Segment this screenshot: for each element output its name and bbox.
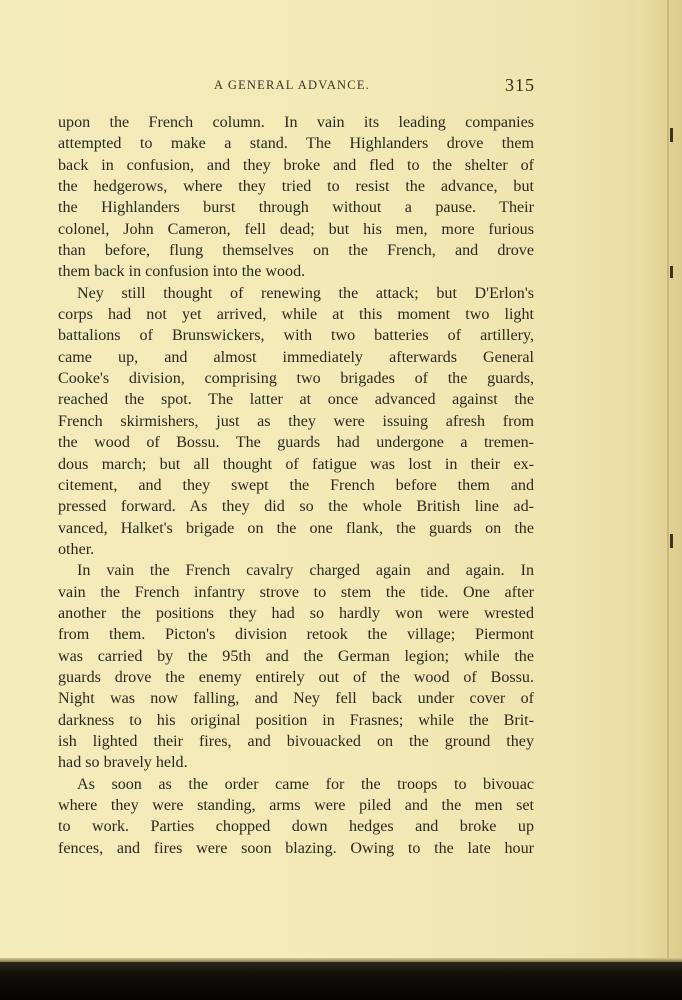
text-line: battalions of Brunswickers, with two batteries of artillery, <box>58 327 534 345</box>
text-line: French skirmishers, just as they were issuing afresh from <box>58 412 534 430</box>
text-line: the wood of Bossu. The guards had undergone a tremen- <box>58 434 534 452</box>
text-line: ish lighted their fires, and bivouacked on the ground they <box>58 732 534 750</box>
page-header <box>0 75 682 99</box>
text-line: pressed forward. As they did so the whole British line ad- <box>58 498 534 516</box>
text-line: reached the spot. The latter at once advanced against the <box>58 391 534 409</box>
text-line: to work. Parties chopped down hedges and broke up <box>58 818 534 836</box>
text-line: dous march; but all thought of fatigue was lost in their ex- <box>58 455 534 473</box>
text-line: the hedgerows, where they tried to resist the advance, but <box>58 178 534 196</box>
text-line: corps had not yet arrived, while at this moment two light <box>58 306 534 324</box>
text-line: colonel, John Cameron, fell dead; but his men, more furious <box>58 220 534 238</box>
text-line: Ney still thought of renewing the attack; but D'Erlon's <box>77 284 534 302</box>
text-line: vanced, Halket's brigade on the one flank, the guards on the <box>58 519 534 537</box>
edge-mark <box>670 534 673 548</box>
text-line: them back in confusion into the wood. <box>58 263 306 281</box>
page-gutter-shadow <box>636 0 682 965</box>
text-line: came up, and almost immediately afterwards General <box>58 348 534 366</box>
body-text <box>58 112 534 859</box>
text-line: other. <box>58 540 95 558</box>
text-line: fences, and fires were soon blazing. Owing to the late hour <box>58 839 534 857</box>
text-line: citement, and they swept the French before them and <box>58 476 534 494</box>
text-line: where they were standing, arms were piled and the men set <box>58 797 534 814</box>
text-line: from them. Picton's division retook the village; Piermont <box>58 626 534 644</box>
text-line: attempted to make a stand. The Highlanders drove them <box>58 135 534 153</box>
edge-mark <box>670 128 673 142</box>
text-line: Cooke's division, comprising two brigades of the guards, <box>58 370 534 388</box>
text-line: vain the French infantry strove to stem the tide. One after <box>58 583 534 601</box>
text-line: guards drove the enemy entirely out of the wood of Bossu. <box>58 668 534 686</box>
page-edge-line <box>667 0 669 965</box>
edge-mark <box>670 266 673 278</box>
text-line: upon the French column. In vain its leading companies <box>58 114 534 131</box>
scan-bottom-shadow <box>0 962 682 1000</box>
text-line: In vain the French cavalry charged again and again. In <box>77 562 534 580</box>
text-line: back in confusion, and they broke and fled to the shelter of <box>58 156 534 174</box>
text-line: the Highlanders burst through without a pause. Their <box>58 199 534 217</box>
text-line: Night was now falling, and Ney fell back under cover of <box>58 690 534 708</box>
text-line: than before, flung themselves on the French, and drove <box>58 242 534 260</box>
page-number: 315 <box>505 75 535 95</box>
text-line: As soon as the order came for the troops to bivouac <box>77 775 534 793</box>
text-line: darkness to his original position in Frasnes; while the Brit- <box>58 711 534 729</box>
text-line: was carried by the 95th and the German legion; while the <box>58 647 534 665</box>
text-line: another the positions they had so hardly won were wrested <box>58 604 534 622</box>
running-head: A GENERAL ADVANCE. <box>214 78 370 92</box>
text-line: had so bravely held. <box>58 754 188 772</box>
